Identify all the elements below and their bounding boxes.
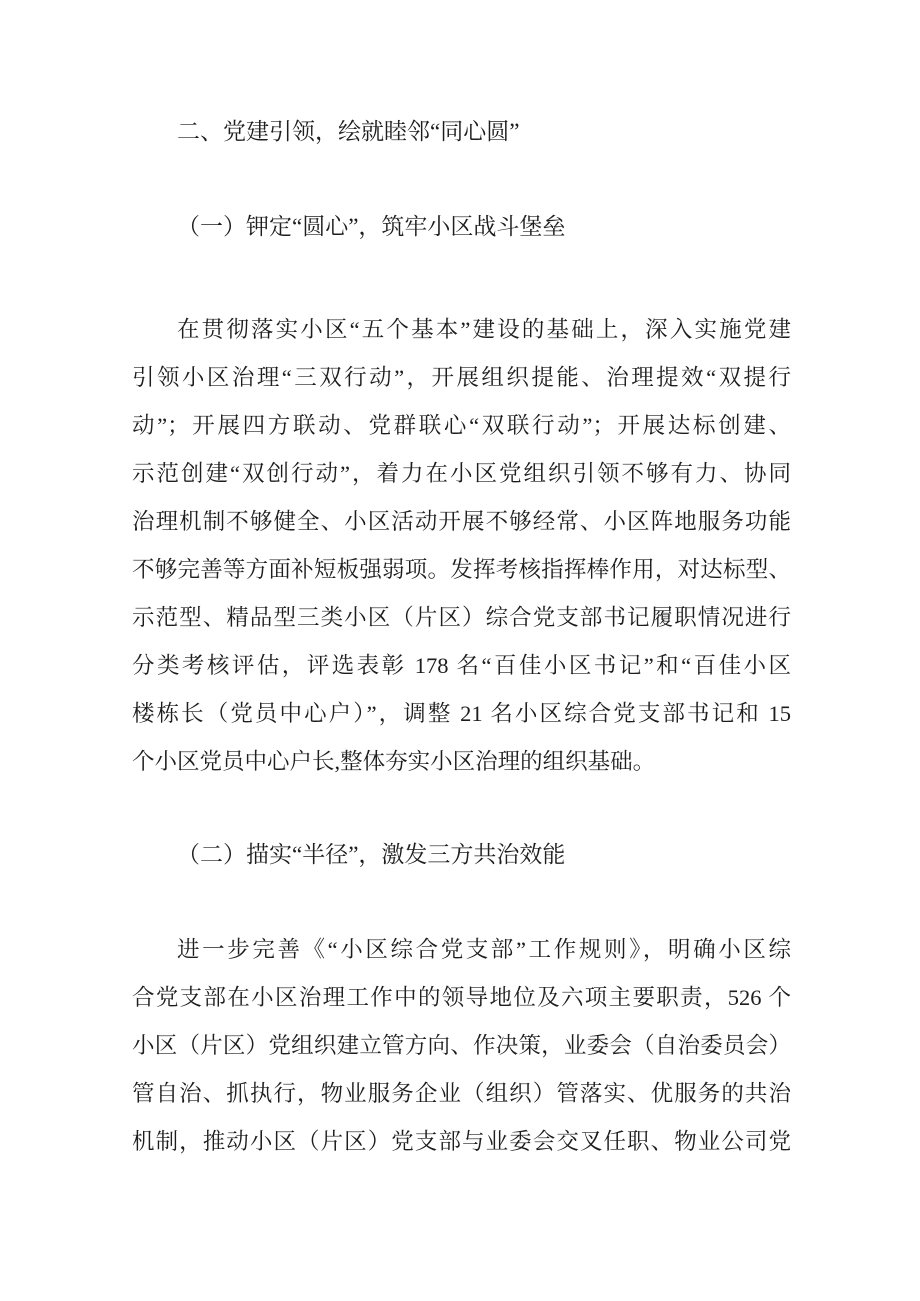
paragraph-line: 动”；开展四方联动、党群联心“双联行动”；开展达标创建、 [132, 413, 791, 438]
paragraph-line: 小区（片区）党组织建立管方向、作决策，业委会（自治委员会） [132, 1033, 791, 1058]
paragraph-line: 治理机制不够健全、小区活动开展不够经常、小区阵地服务功能 [132, 509, 791, 534]
paragraph-line: 示范型、精品型三类小区（片区）综合党支部书记履职情况进行 [132, 605, 791, 630]
paragraph-line: 楼栋长（党员中心户）”，调整 21 名小区综合党支部书记和 15 [132, 701, 791, 726]
paragraph-2 [132, 926, 791, 1166]
paragraph-line: 示范创建“双创行动”，着力在小区党组织引领不够有力、协同 [132, 461, 791, 486]
paragraph-1 [132, 306, 791, 786]
paragraph-line: 引领小区治理“三双行动”，开展组织提能、治理提效“双提行 [132, 365, 791, 390]
paragraph-line: 管自治、抓执行，物业服务企业（组织）管落实、优服务的共治 [132, 1081, 791, 1106]
paragraph-line: 合党支部在小区治理工作中的领导地位及六项主要职责，526 个 [132, 985, 791, 1010]
paragraph-line: 分类考核评估，评选表彰 178 名“百佳小区书记”和“百佳小区 [132, 653, 791, 678]
paragraph-line: 不够完善等方面补短板强弱项。发挥考核指挥棒作用，对达标型、 [132, 557, 791, 582]
section-2-heading: （二）描实“半径”，激发三方共治效能 [177, 842, 566, 867]
document-body [132, 0, 791, 1166]
paragraph-line: 进一步完善《“小区综合党支部”工作规则》，明确小区综 [177, 937, 791, 962]
paragraph-line: 在贯彻落实小区“五个基本”建设的基础上，深入实施党建 [177, 317, 791, 342]
chapter-heading: 二、党建引领，绘就睦邻“同心圆” [177, 119, 520, 144]
paragraph-line: 机制，推动小区（片区）党支部与业委会交叉任职、物业公司党 [132, 1129, 791, 1154]
paragraph-line: 个小区党员中心户长,整体夯实小区治理的组织基础。 [132, 749, 656, 774]
section-1-heading: （一）钾定“圆心”，筑牢小区战斗堡垒 [177, 214, 566, 239]
